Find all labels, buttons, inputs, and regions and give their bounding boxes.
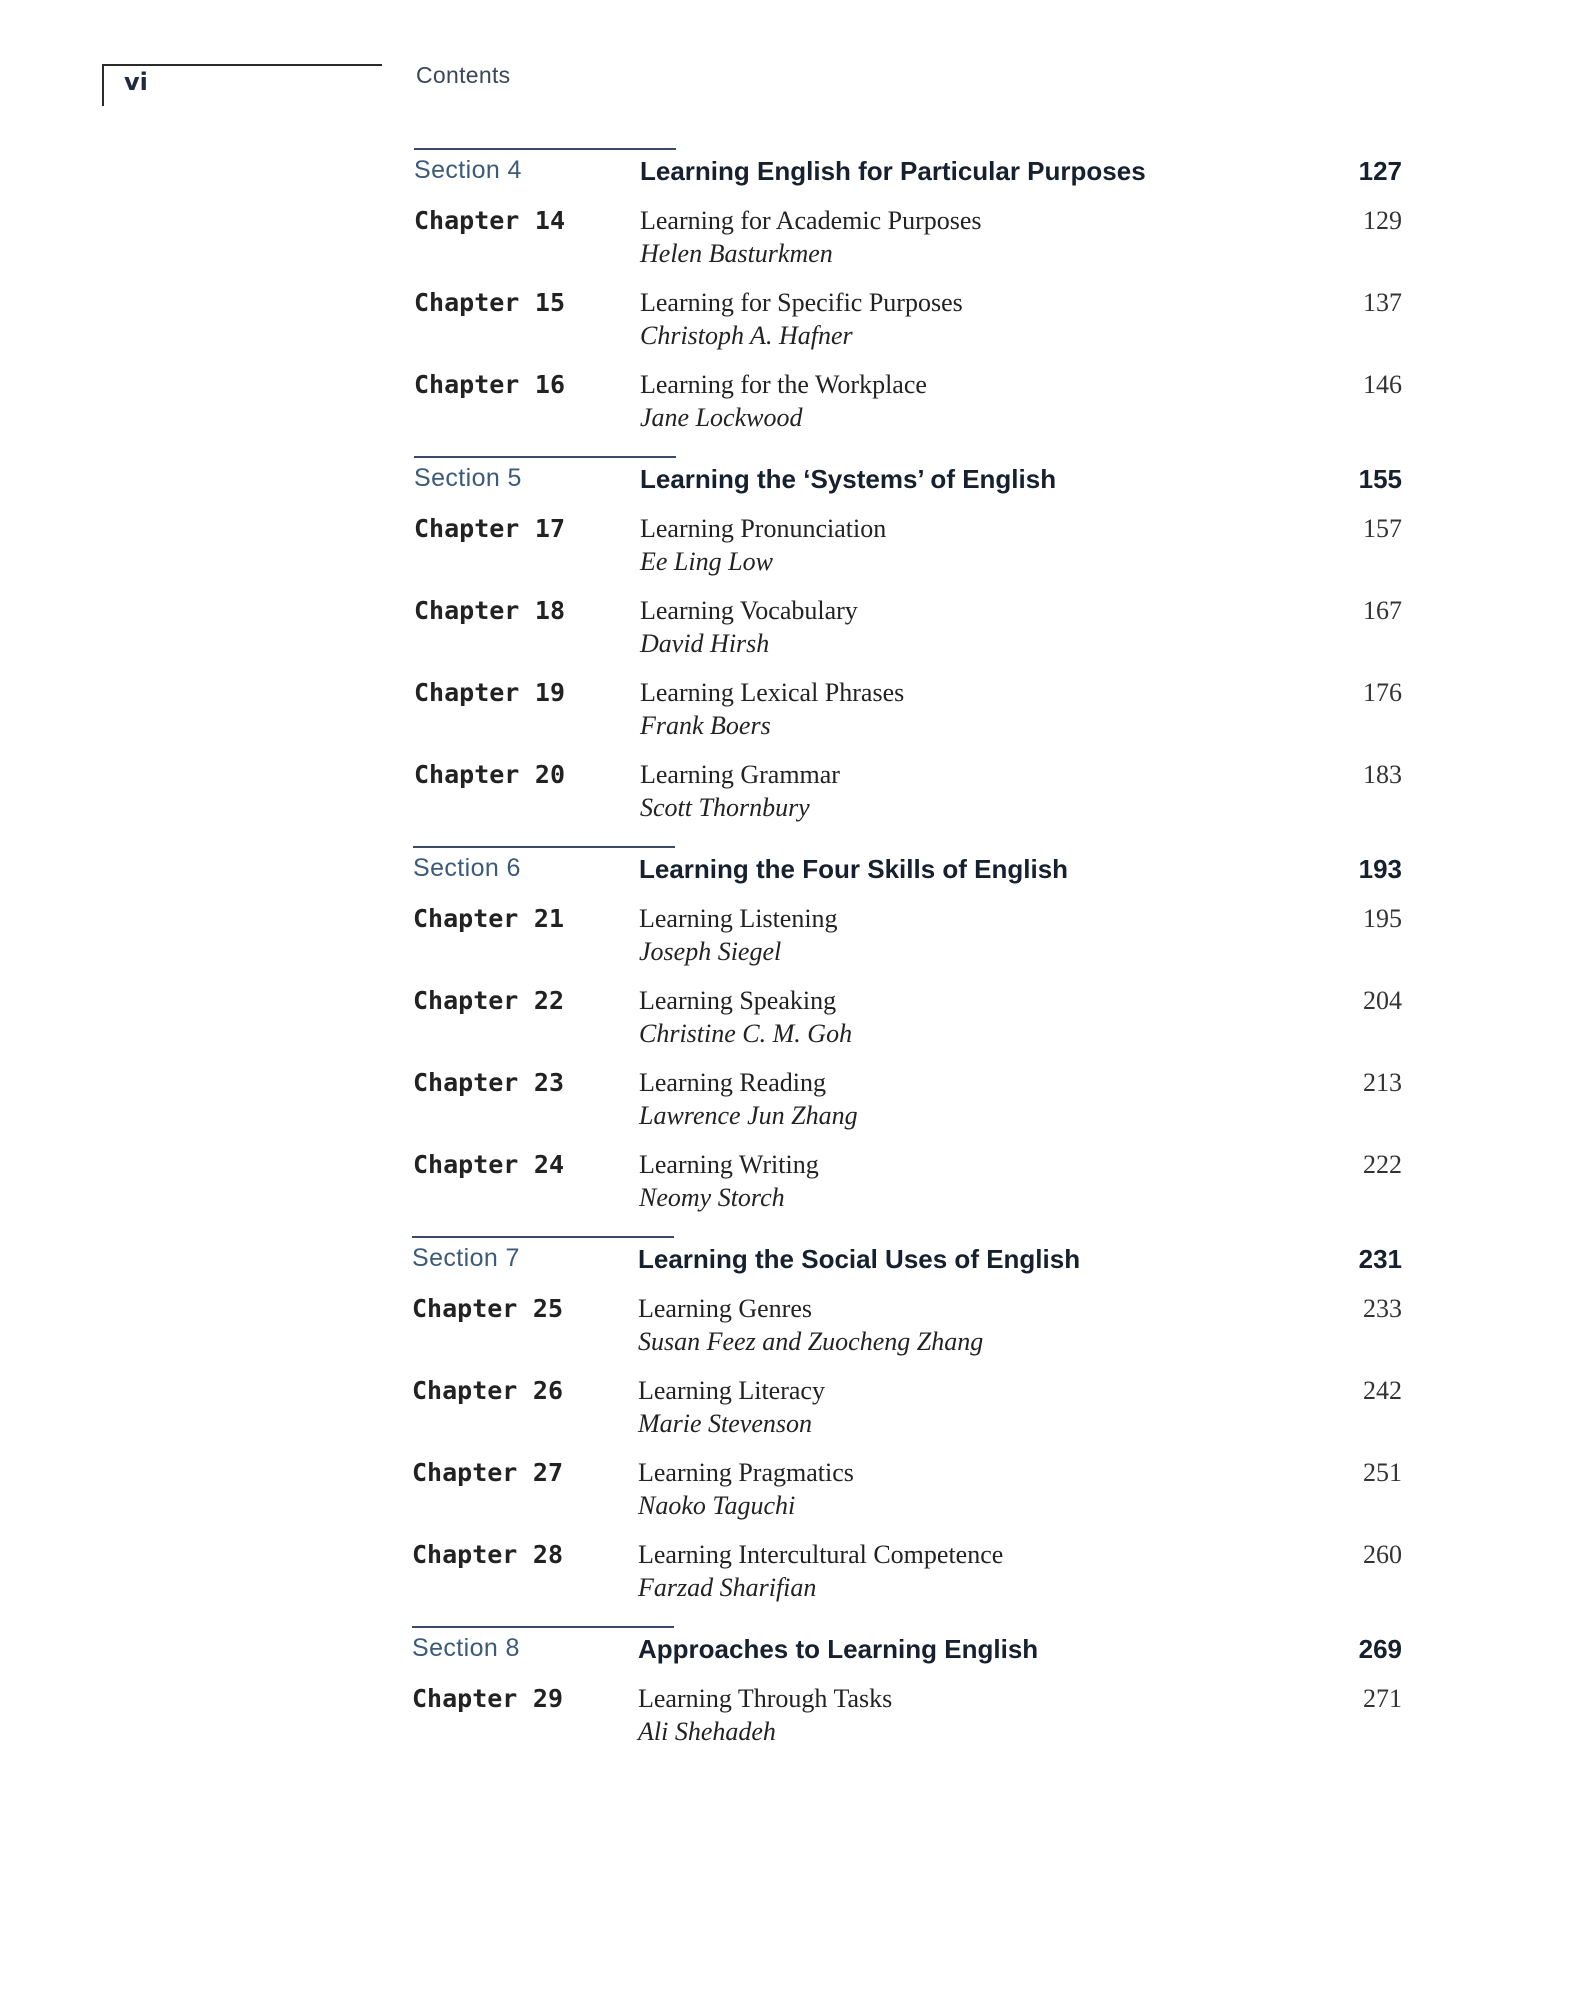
chapter-number: 29 [532,1684,563,1713]
chapter-page-number: 260 [1363,1540,1402,1569]
section-title: Learning the Social Uses of English [638,1244,1081,1274]
chapter-author: Frank Boers [640,711,771,740]
section-label: Section 8 [412,1634,520,1662]
section-page-number: 155 [1358,464,1402,494]
chapter-number: 22 [533,986,564,1015]
chapter-page-number: 157 [1363,514,1402,543]
chapter-page-number: 204 [1363,986,1402,1015]
section-title: Approaches to Learning English [638,1634,1039,1664]
chapter-author: Christoph A. Hafner [640,321,853,350]
chapter-word: Chapter [414,288,520,317]
chapter-number: 24 [533,1150,564,1179]
chapter-page-number: 129 [1363,206,1402,235]
chapter-page-number: 183 [1363,760,1402,789]
chapter-word: Chapter [412,1540,518,1569]
chapter-title: Learning Reading [639,1068,826,1097]
chapter-page-number: 213 [1363,1068,1402,1097]
chapter-number: 18 [534,596,565,625]
section-rule [414,456,676,458]
chapter-number: 28 [532,1540,563,1569]
chapter-title: Learning Literacy [638,1376,825,1405]
chapter-title: Learning for the Workplace [640,370,927,399]
chapter-number: 20 [534,760,565,789]
chapter-page-number: 233 [1363,1294,1402,1323]
chapter-word: Chapter [413,1150,519,1179]
chapter-author: Joseph Siegel [639,937,782,966]
chapter-author: Jane Lockwood [640,403,803,432]
chapter-author: Naoko Taguchi [638,1491,796,1520]
chapter-author: Christine C. M. Goh [639,1019,853,1048]
chapter-number: 14 [534,206,565,235]
chapter-number: 16 [534,370,565,399]
chapter-word: Chapter [414,678,520,707]
chapter-title: Learning Vocabulary [640,596,858,625]
chapter-page-number: 222 [1363,1150,1402,1179]
section-rule [414,148,676,150]
section-title: Learning the ‘Systems’ of English [640,464,1057,494]
chapter-author: Susan Feez and Zuocheng Zhang [638,1327,984,1356]
chapter-word: Chapter [412,1294,518,1323]
chapter-word: Chapter [413,904,519,933]
chapter-title: Learning Pronunciation [640,514,887,543]
section-title: Learning the Four Skills of English [639,854,1069,884]
chapter-word: Chapter [414,596,520,625]
chapter-title: Learning Writing [639,1150,819,1179]
chapter-number: 25 [532,1294,563,1323]
chapter-title: Learning Grammar [640,760,840,789]
chapter-page-number: 271 [1363,1684,1402,1713]
chapter-page-number: 137 [1363,288,1402,317]
section-page-number: 193 [1358,854,1402,884]
section-page-number: 269 [1358,1634,1402,1664]
chapter-author: Helen Basturkmen [640,239,833,268]
chapter-title: Learning Pragmatics [638,1458,854,1487]
section-rule [413,846,675,848]
chapter-page-number: 195 [1363,904,1402,933]
section-rule [412,1236,674,1238]
chapter-title: Learning Through Tasks [638,1684,893,1713]
chapter-number: 23 [533,1068,564,1097]
chapter-page-number: 167 [1363,596,1402,625]
section-label: Section 5 [414,464,522,492]
chapter-word: Chapter [413,986,519,1015]
chapter-author: Neomy Storch [639,1183,785,1212]
chapter-word: Chapter [413,1068,519,1097]
chapter-number: 27 [532,1458,563,1487]
chapter-word: Chapter [412,1684,518,1713]
chapter-page-number: 251 [1363,1458,1402,1487]
chapter-number: 15 [534,288,565,317]
chapter-title: Learning Listening [639,904,838,933]
chapter-title: Learning Lexical Phrases [640,678,905,707]
chapter-author: Marie Stevenson [638,1409,813,1438]
chapter-title: Learning Speaking [639,986,837,1015]
chapter-number: 19 [534,678,565,707]
chapter-number: 26 [532,1376,563,1405]
chapter-word: Chapter [414,206,520,235]
chapter-title: Learning for Specific Purposes [640,288,963,317]
running-head: Contents [416,62,511,88]
chapter-page-number: 146 [1363,370,1402,399]
chapter-page-number: 242 [1363,1376,1402,1405]
section-label: Section 6 [413,854,521,882]
chapter-author: David Hirsh [640,629,770,658]
chapter-author: Scott Thornbury [640,793,810,822]
chapter-author: Ee Ling Low [640,547,773,576]
chapter-title: Learning Genres [638,1294,812,1323]
chapter-number: 17 [534,514,565,543]
section-page-number: 231 [1358,1244,1402,1274]
chapter-word: Chapter [412,1458,518,1487]
section-label: Section 7 [412,1244,520,1272]
chapter-number: 21 [533,904,564,933]
section-page-number: 127 [1358,156,1402,186]
chapter-word: Chapter [414,370,520,399]
chapter-word: Chapter [412,1376,518,1405]
chapter-title: Learning for Academic Purposes [640,206,982,235]
chapter-author: Farzad Sharifian [638,1573,817,1602]
chapter-word: Chapter [414,514,520,543]
chapter-author: Lawrence Jun Zhang [639,1101,858,1130]
section-title: Learning English for Particular Purposes [640,156,1146,186]
chapter-author: Ali Shehadeh [638,1717,776,1746]
page-folio: vi [124,68,148,96]
chapter-word: Chapter [414,760,520,789]
chapter-title: Learning Intercultural Competence [638,1540,1004,1569]
chapter-page-number: 176 [1363,678,1402,707]
section-label: Section 4 [414,156,522,184]
section-rule [412,1626,674,1628]
